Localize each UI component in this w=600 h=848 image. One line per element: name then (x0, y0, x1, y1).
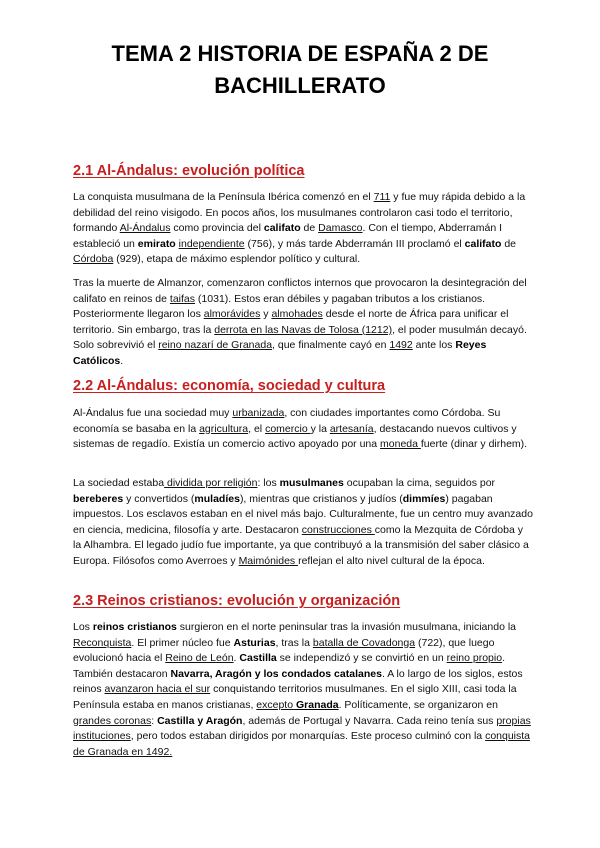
paragraph (73, 620, 533, 760)
paragraph (73, 406, 533, 453)
text-run: se independizó y se convirtió en un (276, 652, 447, 665)
text-run: taifas (169, 292, 196, 305)
document-title: TEMA 2 HISTORIA DE ESPAÑA 2 DE BACHILLERATO (111, 41, 489, 98)
text-run: (1031). Estos eran débiles y pagaban tributos a los cristianos. Posteriormente llegaron los (73, 292, 486, 321)
text-run: excepto (256, 698, 296, 711)
text-run: y (260, 308, 272, 321)
text-run: . (120, 354, 124, 367)
text-run: 1492 (389, 339, 413, 352)
text-run: y convertidos ( (123, 492, 195, 505)
text-run: independiente (178, 237, 245, 250)
text-run: . Con el tiempo, Abderramán I estableció un (73, 222, 503, 250)
text-run: Castilla (239, 652, 277, 665)
text-run: (929), etapa de máximo esplendor político y cultural. (113, 253, 361, 266)
text-run: reflejan el alto nivel cultural de la época. (298, 554, 485, 567)
text-run: . A lo largo de los siglos, estos reinos (73, 667, 523, 696)
text-run: Reino de León (165, 652, 234, 665)
paragraph (73, 276, 533, 370)
section-heading-al-andalus-economia: 2.2 Al-Ándalus: economía, sociedad y cultura (73, 378, 386, 394)
text-run: Al-Ándalus fue una sociedad muy (73, 407, 233, 419)
text-run: fuerte (dinar y dirhem). (420, 438, 528, 451)
text-run: Reyes Católicos (73, 339, 487, 367)
text-run: , pero todos estaban dirigidos por monarquías. Este proceso culminó con la (130, 730, 486, 743)
text-run: Castilla y Aragón (157, 714, 243, 727)
text-run: conquista de Granada en 1492. (73, 730, 531, 758)
text-run: artesanía (329, 422, 374, 435)
text-run: La conquista musulmana de la Península Ibérica comenzó en el (73, 191, 374, 203)
text-run: de (501, 237, 517, 250)
text-run: . El primer núcleo fue (131, 636, 234, 649)
text-run: moneda (380, 438, 421, 451)
text-run: dimmíes (402, 492, 446, 505)
section-heading-reinos-cristianos: 2.3 Reinos cristianos: evolución y organización (73, 593, 401, 609)
text-run: , además de Portugal y Navarra. Cada reino tenía sus (242, 714, 497, 727)
text-run: muladíes (194, 492, 240, 505)
text-run: Navarra, Aragón y los condados catalanes (170, 667, 382, 680)
text-run: dividida por religión (164, 477, 258, 489)
text-run: y la (310, 422, 330, 435)
text-run: musulmanes (279, 477, 344, 489)
text-run: como provincia del (170, 222, 264, 235)
text-run: Maimónides (238, 554, 299, 567)
text-run: agricultura (199, 422, 249, 435)
text-run: : los (257, 477, 280, 489)
text-run: 711 (373, 191, 391, 203)
text-run: ) pagaban impuestos. Los esclavos estaban en el nivel más bajo. Culturalmente, fue un centro muy avanzado en ciencia, medicina, filosofía y arte. Destacaron (73, 492, 533, 536)
text-run: (722), que luego evolucionó hacia el (73, 636, 495, 665)
text-run: como la Mezquita de Córdoba y la Alhambra. El legado judío fue importante, ya que contribuyó a la transmisión del saber clásico a Europa. Filósofos como Averroes y (73, 523, 529, 567)
text-run: avanzaron hacia el sur (104, 683, 211, 696)
text-run: batalla de Covadonga (312, 636, 416, 649)
section-heading-al-andalus-politica: 2.1 Al-Ándalus: evolución política (73, 163, 305, 179)
text-run: Tras la muerte de Almanzor, comenzaron conflictos internos que provocaron la desintegración del califato en reinos de (73, 277, 527, 305)
text-run: de (300, 222, 319, 235)
text-run: almorávides (203, 308, 261, 321)
paragraph (73, 190, 533, 268)
text-run: almohades (271, 308, 323, 321)
text-run: bereberes (73, 492, 124, 505)
text-run: reino propio (446, 652, 503, 665)
text-run: desde el norte de África para unificar el territorio. Sin embargo, tras la (73, 308, 509, 336)
text-run: reino nazarí de Granada (158, 339, 273, 352)
text-run: , tras la (275, 636, 313, 649)
text-run: ocupaban la cima, seguidos por (343, 477, 496, 489)
text-run: grandes coronas (73, 714, 152, 727)
text-run: . Políticamente, se organizaron en (338, 698, 498, 711)
text-run: . (233, 652, 240, 665)
text-run: , con ciudades importantes como Córdoba. Su economía se basaba en la (73, 407, 501, 435)
text-run: urbanizada (232, 407, 285, 419)
text-run: Córdoba (73, 253, 114, 266)
text-run: , el (248, 422, 266, 435)
text-run: Granada (295, 698, 339, 711)
text-run: Asturias (233, 636, 276, 649)
text-run: ), mientras que cristianos y judíos ( (239, 492, 403, 505)
text-run: : (151, 714, 158, 727)
text-run: conquistando territorios musulmanes. En el siglo XIII, casi toda la Península estaba en manos cristianas, (73, 683, 517, 711)
text-run: ante los (412, 339, 456, 352)
text-run: comercio (265, 422, 311, 435)
text-run: emirato (137, 237, 176, 250)
text-run: (756), y más tarde Abderramán III proclamó el (244, 237, 465, 250)
text-run: califato (464, 237, 502, 250)
text-run: . También destacaron (73, 652, 505, 680)
text-run: califato (263, 222, 301, 235)
text-run: Los (73, 621, 93, 633)
text-run: y fue muy rápida debido a la debilidad del reino visigodo. En pocos años, los musulmanes controlaron casi todo el territorio, formando (73, 191, 526, 235)
text-run: , destacando nuevos cultivos y sistemas de regadío. Existía un comercio activo apoyado por una (73, 422, 517, 451)
text-run: surgieron en el norte peninsular tras la invasión musulmana, iniciando la (176, 621, 516, 633)
text-run: derrota en las Navas de Tolosa (1212) (214, 323, 393, 336)
text-run: La sociedad estaba (73, 477, 165, 489)
text-run: reinos cristianos (92, 621, 177, 633)
paragraph (73, 476, 533, 570)
text-run: construcciones (301, 523, 375, 536)
text-run: , el poder musulmán decayó. Solo sobrevivió el (73, 323, 527, 352)
text-run: propias instituciones (73, 714, 531, 743)
text-run: Al-Ándalus (119, 222, 171, 235)
text-run: Damasco (318, 222, 363, 235)
text-run: Reconquista (73, 636, 132, 649)
text-run: , que finalmente cayó en (272, 339, 390, 352)
